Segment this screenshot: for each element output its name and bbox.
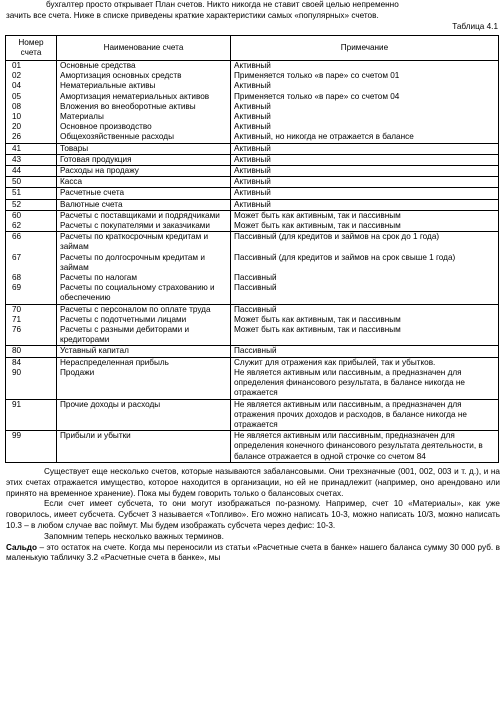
table-row <box>6 199 499 210</box>
account-name: Основное производство <box>60 122 152 132</box>
account-name-cell <box>57 61 231 144</box>
account-number: 84 <box>12 357 22 367</box>
account-name-cell <box>57 357 231 399</box>
account-note: Применяется только «в паре» со счетом 04 <box>234 91 400 101</box>
account-note: Не является активным или пассивным, а предназначен для определения финансового результата, в балансе никогда не отражается <box>234 367 465 398</box>
account-name: Прочие доходы и расходы <box>60 399 161 409</box>
header-note: Примечание <box>231 36 499 61</box>
account-name: Расходы на продажу <box>60 166 139 176</box>
account-note-cell <box>231 304 499 346</box>
table-row <box>6 210 499 231</box>
account-name-cell <box>57 199 231 210</box>
table-row <box>6 232 499 304</box>
account-number: 52 <box>12 199 22 209</box>
account-number: 76 <box>12 325 22 335</box>
account-note: Активный <box>234 177 271 187</box>
account-note: Служит для отражения как прибылей, так и убытков. <box>234 357 436 367</box>
account-number: 44 <box>12 166 22 176</box>
header-number: Номер счета <box>6 36 57 61</box>
accounts-table <box>5 35 499 463</box>
account-note-cell <box>231 232 499 304</box>
table-body <box>6 61 499 463</box>
account-number: 08 <box>12 101 22 111</box>
account-name-cell <box>57 346 231 357</box>
saldo-definition: – это остаток на счете. Когда мы переносили из статьи «Расчетные счета в банке» нашего баланса сумму 30 000 руб. в маленькую табличку 3.2 «Расчетные счета в банке», мы <box>6 542 500 563</box>
account-number-cell <box>6 188 57 199</box>
account-note: Активный <box>234 112 271 122</box>
intro-line-1: бухгалтер просто открывает План счетов. Никто никогда не ставит своей целью непременно <box>46 0 399 9</box>
account-number-cell <box>6 143 57 154</box>
account-name: Амортизация нематериальных активов <box>60 91 210 101</box>
account-name: Расчеты по налогам <box>60 273 137 283</box>
account-number: 71 <box>12 314 22 324</box>
account-number-cell <box>6 61 57 144</box>
account-note-cell <box>231 399 499 431</box>
account-name: Расчеты с покупателями и заказчиками <box>60 221 210 231</box>
table-row <box>6 154 499 165</box>
account-name: Товары <box>60 143 89 153</box>
account-note: Может быть как активным, так и пассивным <box>234 221 401 231</box>
account-name-cell <box>57 166 231 177</box>
account-number-cell <box>6 346 57 357</box>
account-number: 66 <box>12 232 22 242</box>
table-row <box>6 143 499 154</box>
account-note: Не является активным или пассивным, предназначен для определения конечного финансового результата деятельности, в балансе отражается в одной строчке со счетом 84 <box>234 431 483 461</box>
term-saldo: Сальдо <box>6 542 37 552</box>
paragraph-saldo <box>6 543 500 565</box>
account-name: Амортизация основных средств <box>60 71 182 81</box>
account-number-cell <box>6 210 57 231</box>
account-name: Валютные счета <box>60 199 123 209</box>
account-name-cell <box>57 154 231 165</box>
account-name-cell <box>57 143 231 154</box>
table-row <box>6 304 499 346</box>
account-note: Активный <box>234 61 271 70</box>
account-note: Активный <box>234 101 271 111</box>
account-number: 20 <box>12 122 22 132</box>
account-note-cell <box>231 154 499 165</box>
account-number: 02 <box>12 71 22 81</box>
account-name: Расчеты с подотчетными лицами <box>60 314 187 324</box>
account-number-cell <box>6 199 57 210</box>
account-number: 67 <box>12 252 22 262</box>
account-note-cell <box>231 143 499 154</box>
account-name-cell <box>57 304 231 346</box>
account-name: Расчеты с разными дебиторами и кредиторами <box>60 325 190 345</box>
account-note-cell <box>231 61 499 144</box>
account-name: Расчеты по долгосрочным кредитам и займам <box>60 252 205 272</box>
account-number-cell <box>6 166 57 177</box>
account-number: 60 <box>12 210 22 220</box>
account-note: Может быть как активным, так и пассивным <box>234 325 401 335</box>
account-name-cell <box>57 431 231 463</box>
account-note: Пассивный (для кредитов и займов на срок свыше 1 года) <box>234 252 456 262</box>
account-number-cell <box>6 431 57 463</box>
table-row <box>6 188 499 199</box>
account-name: Вложения во внеоборотные активы <box>60 101 196 111</box>
account-number-cell <box>6 177 57 188</box>
account-note-cell <box>231 188 499 199</box>
account-note-cell <box>231 346 499 357</box>
account-number-cell <box>6 232 57 304</box>
account-note: Активный <box>234 199 271 209</box>
account-number-cell <box>6 399 57 431</box>
account-name: Расчеты с поставщиками и подрядчиками <box>60 210 220 220</box>
account-name: Продажи <box>60 367 95 377</box>
account-name-cell <box>57 188 231 199</box>
header-name: Наименование счета <box>57 36 231 61</box>
account-note: Пассивный <box>234 304 277 314</box>
account-number: 69 <box>12 283 22 293</box>
account-number: 99 <box>12 431 22 441</box>
table-row <box>6 177 499 188</box>
account-name: Расчеты с персоналом по оплате труда <box>60 304 211 314</box>
account-name: Материалы <box>60 112 104 122</box>
account-number: 68 <box>12 273 22 283</box>
account-note: Активный <box>234 154 271 164</box>
account-note-cell <box>231 357 499 399</box>
account-number-cell <box>6 154 57 165</box>
account-note: Активный <box>234 166 271 176</box>
account-name-cell <box>57 232 231 304</box>
table-row <box>6 166 499 177</box>
account-note: Активный <box>234 188 271 198</box>
account-name: Готовая продукция <box>60 154 132 164</box>
account-number: 50 <box>12 177 22 187</box>
table-row <box>6 357 499 399</box>
account-note: Активный <box>234 122 271 132</box>
account-name: Расчетные счета <box>60 188 125 198</box>
table-header-row <box>6 36 499 61</box>
account-number: 26 <box>12 132 22 142</box>
account-number: 91 <box>12 399 22 409</box>
account-note: Активный, но никогда не отражается в балансе <box>234 132 414 142</box>
account-number: 43 <box>12 154 22 164</box>
account-note: Активный <box>234 143 271 153</box>
account-name: Нераспределенная прибыль <box>60 357 169 367</box>
table-row <box>6 61 499 144</box>
account-name-cell <box>57 210 231 231</box>
account-number-cell <box>6 357 57 399</box>
account-name: Нематериальные активы <box>60 81 156 91</box>
account-name: Касса <box>60 177 83 187</box>
intro-line-2: зачить все счета. Ниже в списке приведены краткие характеристики самых «популярных» счетов. <box>6 10 379 20</box>
account-name: Основные средства <box>60 61 136 70</box>
account-number: 05 <box>12 91 22 101</box>
intro-text <box>6 0 500 21</box>
account-number: 04 <box>12 81 22 91</box>
table-row <box>6 431 499 463</box>
account-note: Может быть как активным, так и пассивным <box>234 314 401 324</box>
table-row <box>6 346 499 357</box>
account-number: 10 <box>12 112 22 122</box>
account-note: Пассивный <box>234 283 277 293</box>
account-note: Применяется только «в паре» со счетом 01 <box>234 71 400 81</box>
account-note-cell <box>231 177 499 188</box>
table-row <box>6 399 499 431</box>
account-number: 51 <box>12 188 22 198</box>
account-note-cell <box>231 199 499 210</box>
account-name: Общехозяйственные расходы <box>60 132 174 142</box>
account-number: 62 <box>12 221 22 231</box>
account-number: 90 <box>12 367 22 377</box>
account-note-cell <box>231 210 499 231</box>
account-note: Не является активным или пассивным, а предназначен для отражения прочих доходов и расходов, в балансе никогда не отражается <box>234 399 467 429</box>
account-note-cell <box>231 431 499 463</box>
account-name: Уставный капитал <box>60 346 129 356</box>
table-label: Таблица 4.1 <box>452 22 498 31</box>
body-text <box>6 467 500 564</box>
account-note: Может быть как активным, так и пассивным <box>234 210 401 220</box>
account-note: Пассивный <box>234 273 277 283</box>
account-number: 70 <box>12 304 22 314</box>
account-note: Пассивный <box>234 346 277 356</box>
account-number: 01 <box>12 61 22 70</box>
account-number-cell <box>6 304 57 346</box>
account-number: 41 <box>12 143 22 153</box>
paragraph-offbalance: Существует еще несколько счетов, которые называются забалансовыми. Они трехзначные (001, 002, 003 и т. д.), и на этих счетах отражается имущество, которое находится в организации, но ей не принадлежит (например, оно арендовано или принято на временное хранение). Пока мы будем говорить только о балансовых счетах. <box>6 467 500 498</box>
account-name-cell <box>57 177 231 188</box>
paragraph-subaccounts: Если счет имеет субсчета, то они могут изображаться по-разному. Например, счет 10 «Материалы», как уже говорилось, имеет субсчета. Субсчет 3 называется «Топливо». Его можно написать 10-3, можно написать 10/3, можно написать 10.3 – в любом случае вас поймут. Мы будем изображать субсчета через дефис: 10-3. <box>6 499 500 530</box>
account-note: Активный <box>234 81 271 91</box>
account-note: Пассивный (для кредитов и займов на срок до 1 года) <box>234 232 440 242</box>
account-name: Расчеты по социальному страхованию и обеспечению <box>60 283 215 303</box>
account-name-cell <box>57 399 231 431</box>
account-name: Расчеты по краткосрочным кредитам и займам <box>60 232 209 252</box>
account-name: Прибыли и убытки <box>60 431 131 441</box>
account-number: 80 <box>12 346 22 356</box>
account-note-cell <box>231 166 499 177</box>
paragraph-terms: Запомним теперь несколько важных терминов. <box>44 531 224 541</box>
